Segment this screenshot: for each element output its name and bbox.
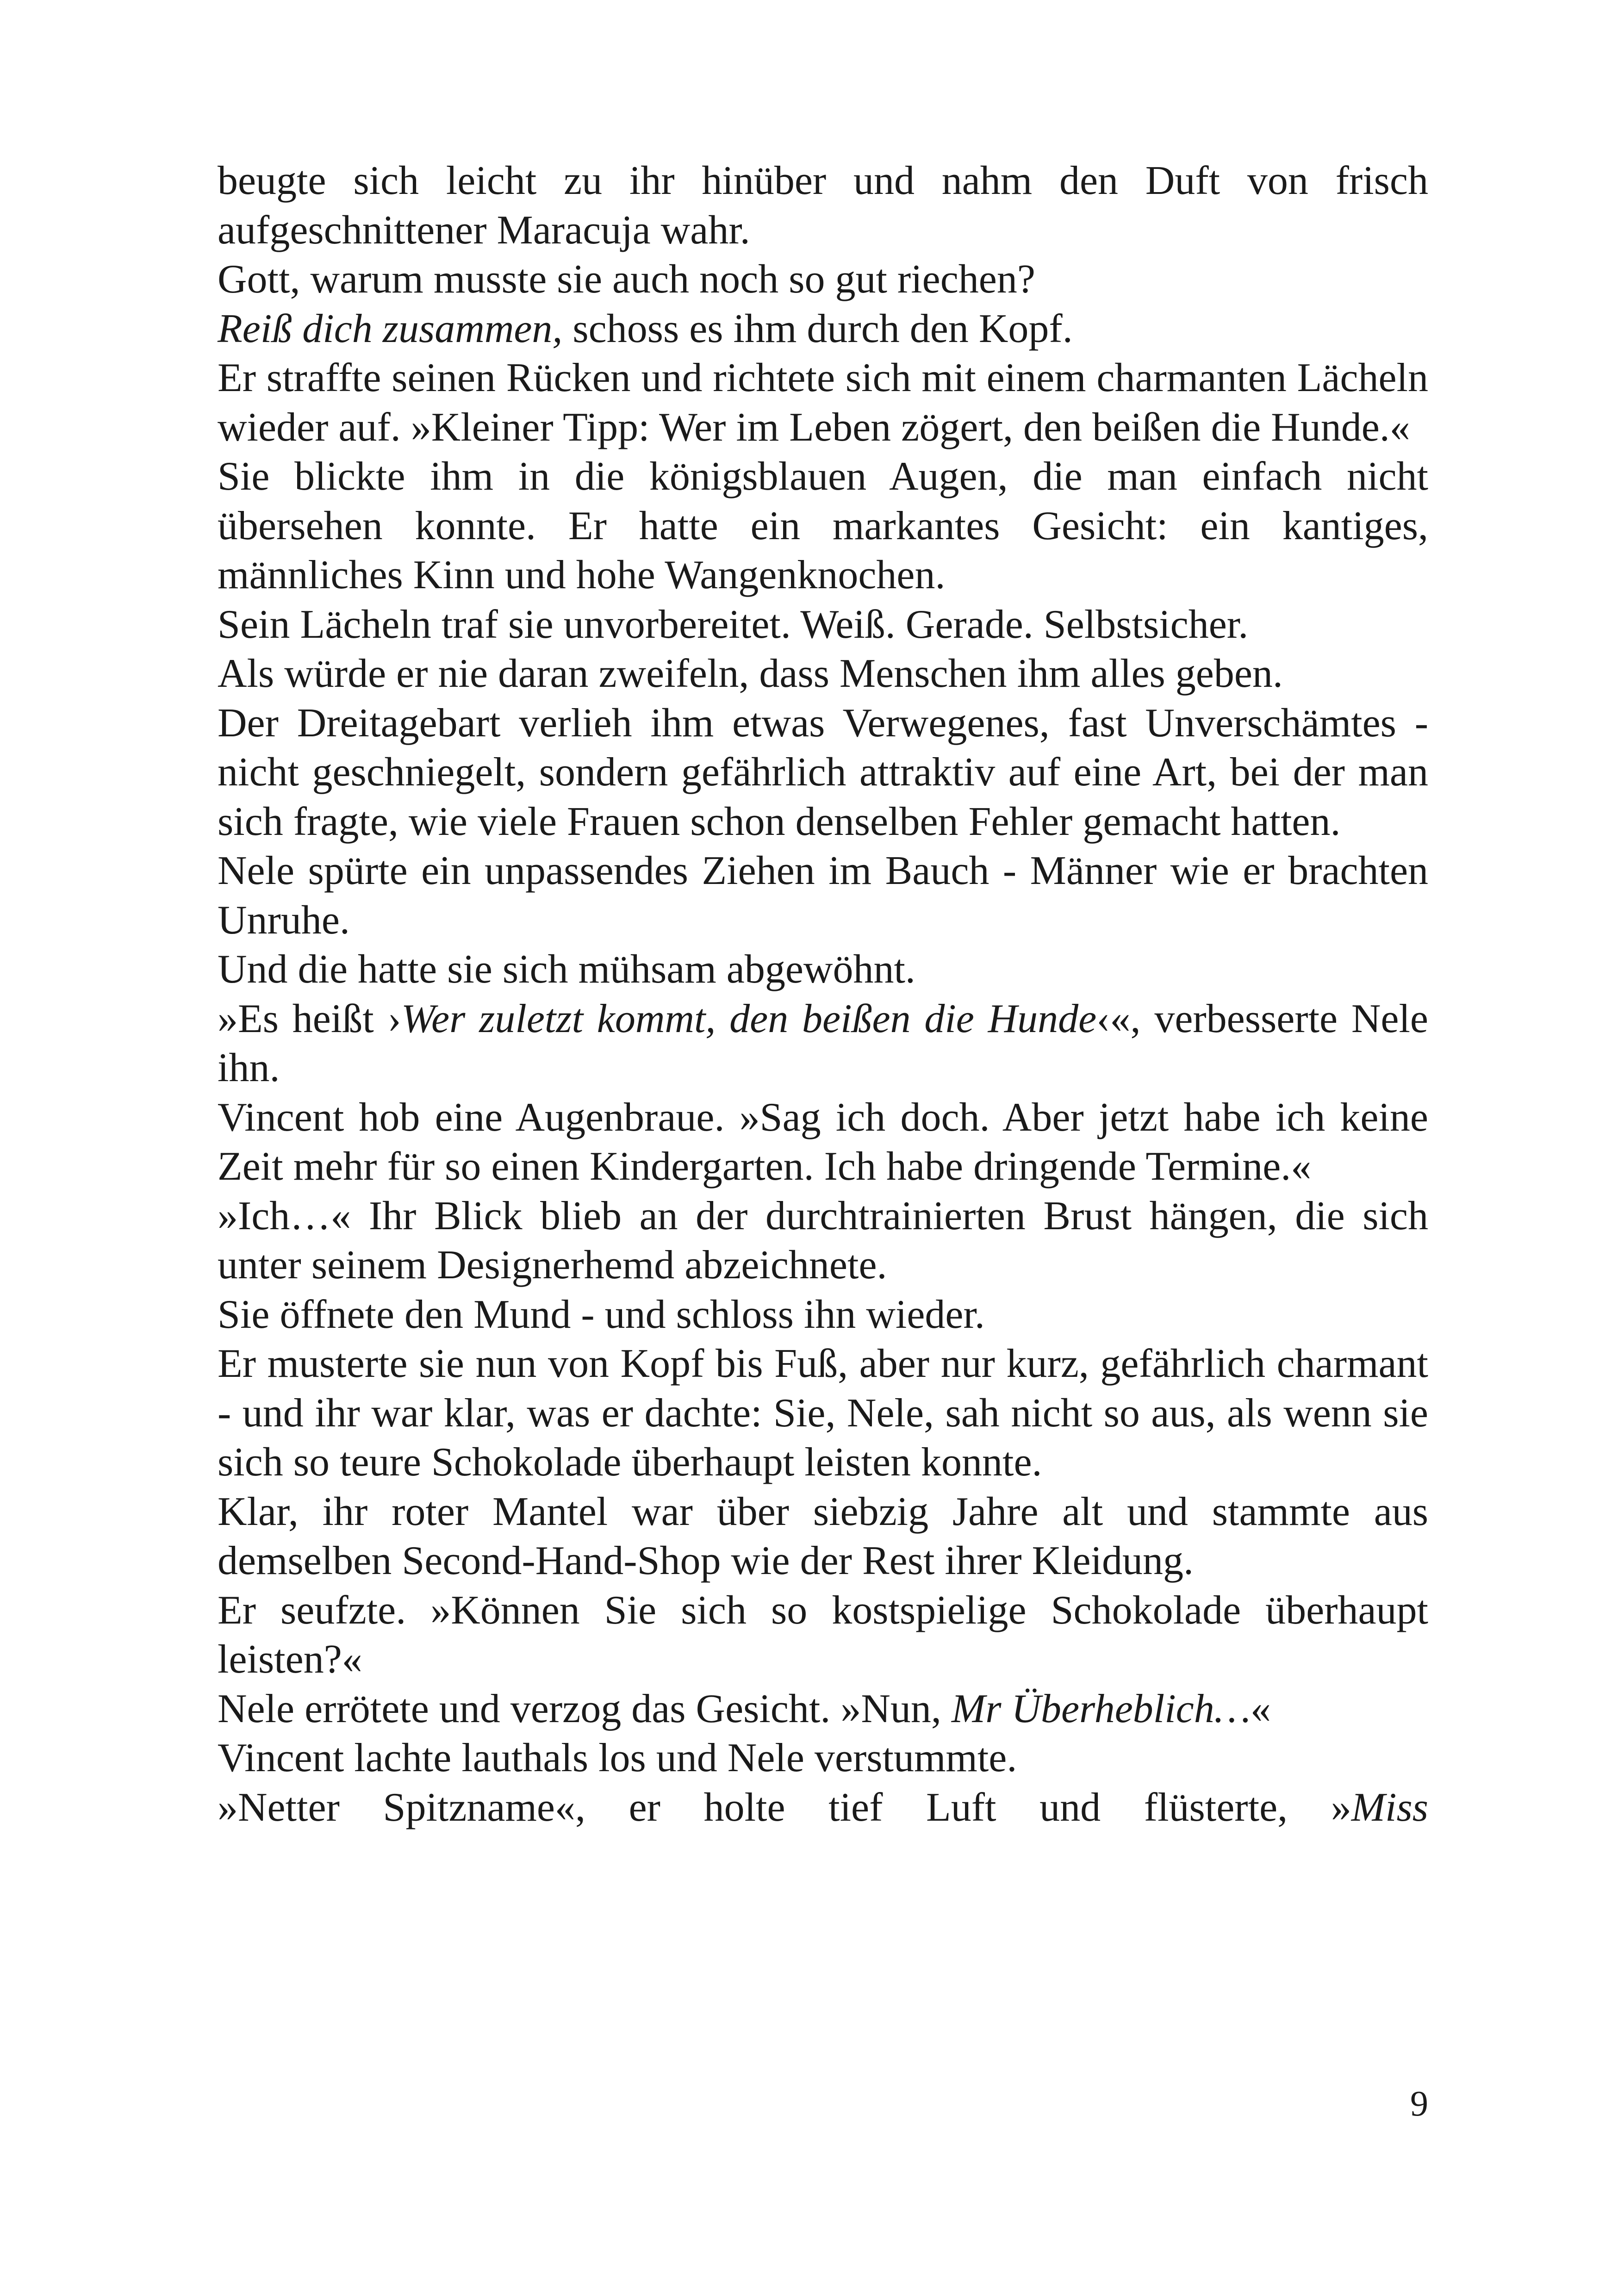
paragraph: Er straffte seinen Rücken und richtete sich mit einem charmanten Lächeln wieder auf. »Kleiner Tipp: Wer im Leben zögert, den beißen die Hunde.« (218, 355, 1428, 450)
paragraph: Er seufzte. »Können Sie sich so kostspielige Schokolade überhaupt leisten?« (218, 1587, 1428, 1682)
paragraph: Und die hatte sie sich mühsam abgewöhnt. (218, 947, 915, 992)
paragraph: Sie blickte ihm in die königsblauen Augen, die man einfach nicht übersehen konnte. Er hatte ein markantes Gesicht: ein kantiges, männliches Kinn und hohe Wangenknochen. (218, 454, 1428, 597)
paragraph: Vincent lachte lauthals los und Nele verstummte. (218, 1736, 1017, 1780)
body-text (218, 156, 1428, 1832)
paragraph: Nele errötete und verzog das Gesicht. »Nun, Mr Überheblich…« (218, 1686, 1271, 1731)
paragraph: »Es heißt ›Wer zuletzt kommt, den beißen die Hunde‹«, verbesserte Nele ihn. (218, 996, 1428, 1090)
page-number: 9 (1410, 2083, 1428, 2123)
paragraph: Nele spürte ein unpassendes Ziehen im Bauch - Männer wie er brachten Unruhe. (218, 848, 1428, 943)
paragraph: Vincent hob eine Augenbraue. »Sag ich doch. Aber jetzt habe ich keine Zeit mehr für so einen Kindergarten. Ich habe dringende Termine.« (218, 1095, 1428, 1189)
paragraph: Gott, warum musste sie auch noch so gut riechen? (218, 257, 1035, 302)
paragraph: Er musterte sie nun von Kopf bis Fuß, aber nur kurz, gefährlich charmant - und ihr war klar, was er dachte: Sie, Nele, sah nicht so aus, als wenn sie sich so teure Schokolade überhaupt leisten konnte. (218, 1341, 1428, 1485)
paragraph: Als würde er nie daran zweifeln, dass Menschen ihm alles geben. (218, 651, 1283, 696)
paragraph: Sie öffnete den Mund - und schloss ihn wieder. (218, 1292, 985, 1337)
paragraph: beugte sich leicht zu ihr hinüber und nahm den Duft von frisch aufgeschnittener Maracuja wahr. (218, 158, 1428, 253)
paragraph: Klar, ihr roter Mantel war über siebzig Jahre alt und stammte aus demselben Second-Hand-Shop wie der Rest ihrer Kleidung. (218, 1489, 1428, 1583)
paragraph: Der Dreitagebart verlieh ihm etwas Verwegenes, fast Unverschämtes - nicht geschniegelt, sondern gefährlich attraktiv auf eine Art, bei der man sich fragte, wie viele Frauen schon denselben Fehler gemacht hatten. (218, 700, 1428, 844)
paragraph: »Netter Spitzname«, er holte tief Luft und flüsterte, »Miss (218, 1785, 1428, 1830)
italic-quote: Wer zuletzt kommt, den beißen die Hunde (401, 996, 1097, 1041)
italic-nickname: Mr Überheblich… (951, 1686, 1251, 1731)
paragraph: Sein Lächeln traf sie unvorbereitet. Weiß. Gerade. Selbstsicher. (218, 602, 1249, 647)
paragraph: Reiß dich zusammen, schoss es ihm durch den Kopf. (218, 306, 1073, 351)
italic-thought: Reiß dich zusammen, (218, 306, 563, 351)
paragraph: »Ich…« Ihr Blick blieb an der durchtrainierten Brust hängen, die sich unter seinem Designerhemd abzeichnete. (218, 1193, 1428, 1288)
italic-nickname: Miss (1351, 1785, 1428, 1830)
